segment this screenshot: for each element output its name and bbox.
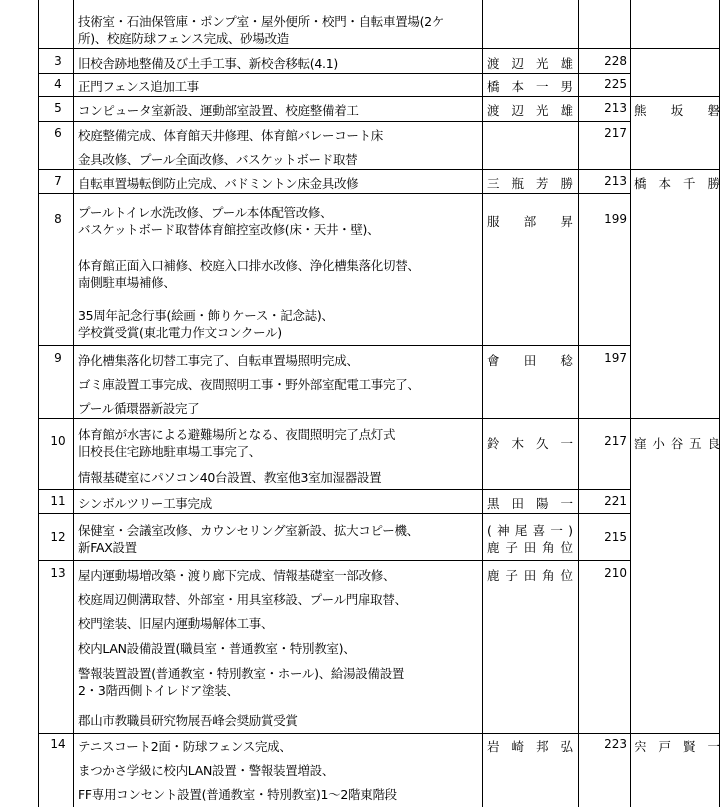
row-divider: [38, 489, 630, 490]
event-text: 校庭整備完成、体育館天井修理、体育館バレーコート床: [78, 128, 384, 143]
event-text: 所)、校庭防球フェンス完成、砂場改造: [78, 31, 289, 46]
count-value: 221: [604, 494, 627, 508]
event-text: 学校賞受賞(東北電力作文コンクール): [78, 325, 282, 340]
count-value: 210: [604, 566, 627, 580]
event-text: 2・3階西側トイレドア塗装、: [78, 683, 239, 698]
event-text: 情報基礎室にパソコン40台設置、教室他3室加湿器設置: [78, 470, 382, 485]
staff-name: (神尾喜一): [487, 523, 573, 538]
row-number: 10: [50, 434, 66, 448]
event-text: 郡山市教職員研究物展吾峰会奨励賞受賞: [78, 713, 298, 728]
event-text: ゴミ庫設置工事完成、夜間照明工事・野外部室配電工事完了、: [78, 377, 420, 392]
staff-name: 渡 辺 光 雄: [487, 56, 573, 71]
row-divider: [38, 169, 719, 170]
count-value: 217: [604, 126, 627, 140]
event-text: FF専用コンセント設置(普通教室・特別教室)1～2階東階段: [78, 787, 397, 802]
row-number: 6: [54, 126, 62, 140]
count-value: 217: [604, 434, 627, 448]
row-number: 14: [50, 737, 66, 751]
principal-name: 橋 本 千 勝: [634, 176, 720, 191]
event-text: 浄化槽集落化切替工事完了、自転車置場照明完成、: [78, 353, 359, 368]
event-text: 旧校長住宅跡地駐車場工事完了、: [78, 444, 262, 459]
event-text: 警報装置設置(普通教室・特別教室・ホール)、給湯設備設置: [78, 666, 405, 681]
row-number: 7: [54, 174, 62, 188]
staff-name: 渡 辺 光 雄: [487, 103, 573, 118]
event-text: 南側駐車場補修、: [78, 275, 176, 290]
event-text: 金具改修、プール全面改修、バスケットボード取替: [78, 152, 358, 167]
count-value: 228: [604, 54, 627, 68]
event-text: 体育館正面入口補修、校庭入口排水改修、浄化槽集落化切替、: [78, 258, 420, 273]
event-text: コンピュータ室新設、運動部室設置、校庭整備着工: [78, 103, 359, 118]
staff-name: 岩 崎 邦 弘: [487, 739, 573, 754]
row-divider: [38, 513, 630, 514]
staff-name: 鹿子田角位: [487, 540, 573, 555]
event-text: テニスコート2面・防球フェンス完成、: [78, 739, 292, 754]
column-divider: [630, 0, 631, 807]
row-divider: [38, 345, 630, 346]
event-text: プール循環器新設完了: [78, 401, 200, 416]
event-text: シンボルツリー工事完成: [78, 496, 212, 511]
row-divider: [38, 193, 630, 194]
count-value: 225: [604, 77, 627, 91]
event-text: 35周年記念行事(絵画・飾りケース・記念誌)、: [78, 308, 334, 323]
count-value: 197: [604, 351, 627, 365]
count-value: 213: [604, 101, 627, 115]
row-divider: [38, 560, 630, 561]
event-text: 正門フェンス追加工事: [78, 79, 200, 94]
event-text: 校内LAN設備設置(職員室・普通教室・特別教室)、: [78, 641, 356, 656]
row-divider: [38, 121, 630, 122]
staff-name: 鈴 木 久 一: [487, 436, 573, 451]
staff-name: 服 部 昇: [487, 214, 573, 229]
principal-name: 窪小谷五良: [634, 436, 720, 451]
row-divider: [38, 48, 719, 49]
principal-name: 宍 戸 賢 一: [634, 739, 720, 754]
row-divider: [38, 418, 719, 419]
staff-name: 橋 本 一 男: [487, 79, 573, 94]
event-text: プールトイレ水洗改修、プール本体配管改修、: [78, 205, 333, 220]
event-text: バスケットボード取替体育館控室改修(床・天井・壁)、: [78, 222, 380, 237]
staff-name: 黒 田 陽 一: [487, 496, 573, 511]
row-number: 5: [54, 101, 62, 115]
event-text: 技術室・石油保管庫・ポンプ室・屋外便所・校門・自転車置場(2ケ: [78, 14, 445, 29]
count-value: 215: [604, 530, 627, 544]
count-value: 213: [604, 174, 627, 188]
row-number: 13: [50, 566, 66, 580]
row-number: 4: [54, 77, 62, 91]
event-text: 保健室・会議室改修、カウンセリング室新設、拡大コピー機、: [78, 523, 419, 538]
count-value: 223: [604, 737, 627, 751]
row-divider: [38, 73, 630, 74]
event-text: 校庭周辺側溝取替、外部室・用具室移設、プール門扉取替、: [78, 592, 407, 607]
row-divider: [38, 733, 719, 734]
event-text: 自転車置場転倒防止完成、バドミントン床金具改修: [78, 176, 359, 191]
row-number: 9: [54, 351, 62, 365]
event-text: 体育館が水害による避難場所となる、夜間照明完了点灯式: [78, 427, 396, 442]
event-text: 新FAX設置: [78, 540, 137, 555]
row-number: 3: [54, 54, 62, 68]
event-text: 旧校舎跡地整備及び土手工事、新校舎移転(4.1): [78, 56, 338, 71]
staff-name: 會 田 稔: [487, 353, 573, 368]
staff-name: 鹿子田角位: [487, 568, 573, 583]
event-text: 屋内運動場増改築・渡り廊下完成、情報基礎室一部改修、: [78, 568, 396, 583]
event-text: 校門塗装、旧屋内運動場解体工事、: [78, 616, 274, 631]
row-number: 8: [54, 212, 62, 226]
row-number: 11: [50, 494, 66, 508]
table-border-right: [719, 0, 720, 807]
count-value: 199: [604, 212, 627, 226]
event-text: まつかさ学級に校内LAN設置・警報装置増設、: [78, 763, 335, 778]
row-number: 12: [50, 530, 66, 544]
principal-name: 熊 坂 磐: [634, 103, 720, 118]
row-divider: [38, 96, 719, 97]
staff-name: 三 瓶 芳 勝: [487, 176, 573, 191]
